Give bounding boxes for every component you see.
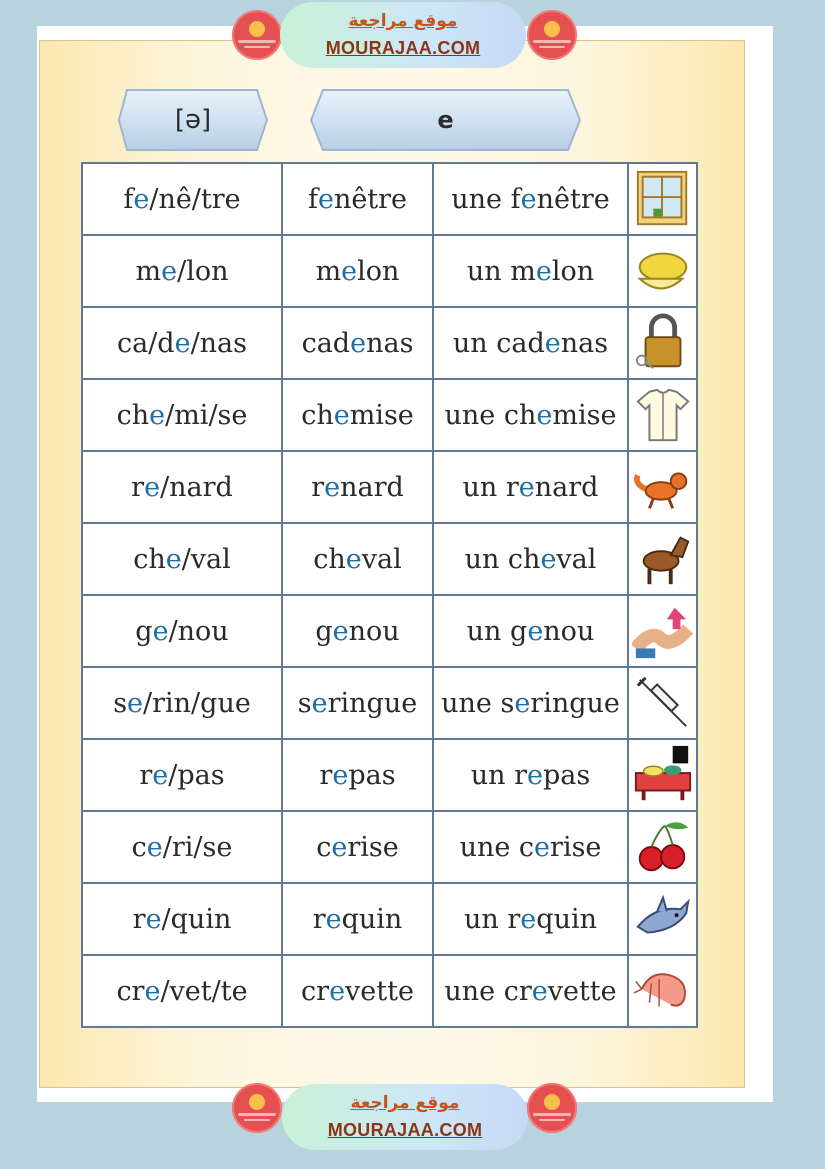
article-word-cell	[433, 379, 628, 451]
highlighted-letter: e	[527, 759, 543, 791]
word-segment: rise	[550, 831, 602, 863]
word-segment: /ri/se	[162, 831, 233, 863]
highlighted-letter: e	[311, 687, 328, 719]
word-segment: /mi/se	[165, 399, 248, 431]
word-row	[82, 595, 697, 667]
word-segment: nou	[543, 615, 595, 647]
highlighted-letter: e	[317, 183, 334, 215]
picture-cell	[628, 739, 697, 811]
highlighted-letter: e	[146, 831, 163, 863]
highlighted-letter: e	[325, 903, 342, 935]
word-cell	[282, 235, 433, 307]
word-cell	[282, 595, 433, 667]
word-segment: pas	[543, 759, 591, 791]
word-segment: un cad	[452, 327, 545, 359]
knee-icon	[632, 600, 694, 662]
word-segment: ca/d	[116, 327, 175, 359]
word-segment: nard	[534, 471, 599, 503]
picture-cell	[628, 235, 697, 307]
word-segment: /rin/gue	[143, 687, 251, 719]
picture-cell	[628, 163, 697, 235]
article-word-cell	[433, 739, 628, 811]
word-segment: ch	[116, 399, 150, 431]
shark-icon	[632, 888, 694, 950]
word-row	[82, 163, 697, 235]
word-segment: /nê/tre	[149, 183, 241, 215]
window-icon	[632, 168, 694, 230]
article-word-cell	[433, 235, 628, 307]
word-segment: nas	[366, 327, 414, 359]
highlighted-letter: e	[332, 759, 349, 791]
word-segment: f	[307, 183, 318, 215]
word-row	[82, 955, 697, 1027]
word-segment: ch	[301, 399, 334, 431]
word-segment: un m	[466, 255, 536, 287]
highlighted-letter: e	[333, 399, 350, 431]
watermark-logo-left-top	[232, 10, 282, 60]
word-segment: c	[131, 831, 147, 863]
picture-cell	[628, 883, 697, 955]
word-segment: r	[139, 759, 153, 791]
picture-cell	[628, 451, 697, 523]
word-segment: ringue	[327, 687, 418, 719]
highlighted-letter: e	[331, 831, 348, 863]
word-row	[82, 811, 697, 883]
highlighted-letter: e	[324, 471, 341, 503]
word-segment: nou	[348, 615, 400, 647]
syllables-cell	[82, 379, 282, 451]
article-word-cell	[433, 955, 628, 1027]
word-segment: quin	[341, 903, 403, 935]
watermark-logo-right-bottom	[527, 1083, 577, 1133]
word-cell	[282, 163, 433, 235]
fox-icon	[632, 456, 694, 518]
word-cell	[282, 667, 433, 739]
word-segment: un r	[462, 471, 519, 503]
word-segment: une f	[451, 183, 521, 215]
word-cell	[282, 523, 433, 595]
word-segment: nard	[340, 471, 404, 503]
phoneme-tag	[117, 88, 269, 152]
word-segment: rise	[347, 831, 399, 863]
article-word-cell	[433, 883, 628, 955]
highlighted-letter: e	[144, 471, 161, 503]
word-table	[81, 162, 698, 1028]
word-segment: un ch	[464, 543, 541, 575]
word-segment: mise	[349, 399, 414, 431]
picture-cell	[628, 307, 697, 379]
word-segment: m	[315, 255, 342, 287]
highlighted-letter: e	[520, 903, 537, 935]
highlighted-letter: e	[345, 543, 362, 575]
watermark-latin: MOURAJAA.COM	[327, 1120, 483, 1140]
syllables-cell	[82, 595, 282, 667]
word-segment: cr	[301, 975, 330, 1007]
phoneme-label: [ə]	[174, 105, 212, 135]
article-word-cell	[433, 163, 628, 235]
highlighted-letter: e	[152, 615, 169, 647]
syllables-cell	[82, 307, 282, 379]
highlighted-letter: e	[514, 687, 531, 719]
word-cell	[282, 883, 433, 955]
syllables-cell	[82, 235, 282, 307]
highlighted-letter: e	[152, 759, 169, 791]
word-segment: ch	[313, 543, 346, 575]
article-word-cell	[433, 811, 628, 883]
syllables-cell	[82, 883, 282, 955]
watermark-logo-right-top	[527, 10, 577, 60]
highlighted-letter: e	[531, 975, 548, 1007]
word-segment: m	[135, 255, 162, 287]
word-row	[82, 523, 697, 595]
highlighted-letter: e	[165, 543, 182, 575]
highlighted-letter: e	[332, 615, 349, 647]
word-segment: val	[361, 543, 402, 575]
watermark-logo-left-bottom	[232, 1083, 282, 1133]
watermark-arabic: موقع مراجعة	[350, 1093, 460, 1113]
word-segment: /lon	[177, 255, 229, 287]
word-segment: /nas	[190, 327, 248, 359]
word-segment: une c	[459, 831, 535, 863]
picture-cell	[628, 595, 697, 667]
word-segment: c	[316, 831, 332, 863]
watermark-latin: MOURAJAA.COM	[325, 38, 481, 58]
highlighted-letter: e	[145, 903, 162, 935]
word-segment: une s	[441, 687, 515, 719]
word-segment: cad	[301, 327, 351, 359]
word-segment: une ch	[444, 399, 537, 431]
word-segment: nêtre	[333, 183, 408, 215]
highlighted-letter: e	[544, 327, 561, 359]
word-row	[82, 451, 697, 523]
word-segment: s	[297, 687, 312, 719]
word-segment: nêtre	[536, 183, 610, 215]
word-segment: quin	[536, 903, 597, 935]
syllables-cell	[82, 739, 282, 811]
padlock-icon	[632, 312, 694, 374]
word-row	[82, 667, 697, 739]
picture-cell	[628, 523, 697, 595]
highlighted-letter: e	[518, 471, 535, 503]
shrimp-icon	[632, 960, 694, 1022]
word-segment: /nard	[160, 471, 233, 503]
highlighted-letter: e	[535, 255, 552, 287]
highlighted-letter: e	[149, 399, 166, 431]
word-row	[82, 739, 697, 811]
syringe-icon	[632, 672, 694, 734]
word-segment: cr	[116, 975, 145, 1007]
letter-tag	[309, 88, 582, 152]
word-segment: lon	[357, 255, 400, 287]
word-segment: r	[131, 471, 145, 503]
word-row	[82, 883, 697, 955]
word-segment: pas	[348, 759, 396, 791]
word-segment: f	[123, 183, 134, 215]
highlighted-letter: e	[536, 399, 553, 431]
watermark-banner-bottom[interactable]	[282, 1084, 528, 1150]
letter-label: e	[437, 106, 454, 134]
picture-cell	[628, 955, 697, 1027]
syllables-cell	[82, 955, 282, 1027]
word-cell	[282, 451, 433, 523]
word-segment: un r	[470, 759, 528, 791]
word-row	[82, 235, 697, 307]
word-row	[82, 307, 697, 379]
word-cell	[282, 811, 433, 883]
word-segment: /val	[181, 543, 231, 575]
article-word-cell	[433, 595, 628, 667]
highlighted-letter: e	[127, 687, 144, 719]
watermark-arabic: موقع مراجعة	[348, 11, 458, 31]
word-cell	[282, 955, 433, 1027]
highlighted-letter: e	[350, 327, 367, 359]
word-cell	[282, 739, 433, 811]
watermark-banner-top[interactable]	[280, 2, 526, 68]
highlighted-letter: e	[161, 255, 178, 287]
melon-icon	[632, 240, 694, 302]
picture-cell	[628, 811, 697, 883]
word-segment: g	[315, 615, 333, 647]
picture-cell	[628, 667, 697, 739]
word-segment: une cr	[444, 975, 532, 1007]
highlighted-letter: e	[329, 975, 346, 1007]
highlighted-letter: e	[174, 327, 191, 359]
word-segment: nas	[560, 327, 609, 359]
syllables-cell	[82, 523, 282, 595]
word-segment: un g	[466, 615, 528, 647]
syllables-cell	[82, 163, 282, 235]
highlighted-letter: e	[534, 831, 551, 863]
article-word-cell	[433, 451, 628, 523]
article-word-cell	[433, 307, 628, 379]
syllables-cell	[82, 451, 282, 523]
word-segment: r	[132, 903, 146, 935]
word-segment: r	[312, 903, 326, 935]
picture-cell	[628, 379, 697, 451]
word-segment: /vet/te	[160, 975, 248, 1007]
word-cell	[282, 379, 433, 451]
meal-icon	[632, 744, 694, 806]
word-segment: r	[319, 759, 333, 791]
syllables-cell	[82, 811, 282, 883]
shirt-icon	[632, 384, 694, 446]
word-segment: /quin	[161, 903, 232, 935]
word-segment: val	[556, 543, 597, 575]
word-segment: ch	[133, 543, 166, 575]
word-segment: s	[113, 687, 128, 719]
word-segment: un r	[464, 903, 521, 935]
word-segment: mise	[552, 399, 617, 431]
word-segment: /nou	[168, 615, 229, 647]
horse-icon	[632, 528, 694, 590]
word-segment: /pas	[168, 759, 225, 791]
highlighted-letter: e	[520, 183, 537, 215]
syllables-cell	[82, 667, 282, 739]
word-row	[82, 379, 697, 451]
word-cell	[282, 307, 433, 379]
article-word-cell	[433, 667, 628, 739]
highlighted-letter: e	[133, 183, 150, 215]
highlighted-letter: e	[341, 255, 358, 287]
highlighted-letter: e	[540, 543, 557, 575]
word-segment: r	[311, 471, 325, 503]
word-segment: vette	[345, 975, 414, 1007]
highlighted-letter: e	[144, 975, 161, 1007]
highlighted-letter: e	[527, 615, 544, 647]
word-segment: vette	[547, 975, 617, 1007]
word-segment: ringue	[530, 687, 620, 719]
article-word-cell	[433, 523, 628, 595]
word-segment: g	[135, 615, 153, 647]
cherry-icon	[632, 816, 694, 878]
word-segment: lon	[551, 255, 595, 287]
